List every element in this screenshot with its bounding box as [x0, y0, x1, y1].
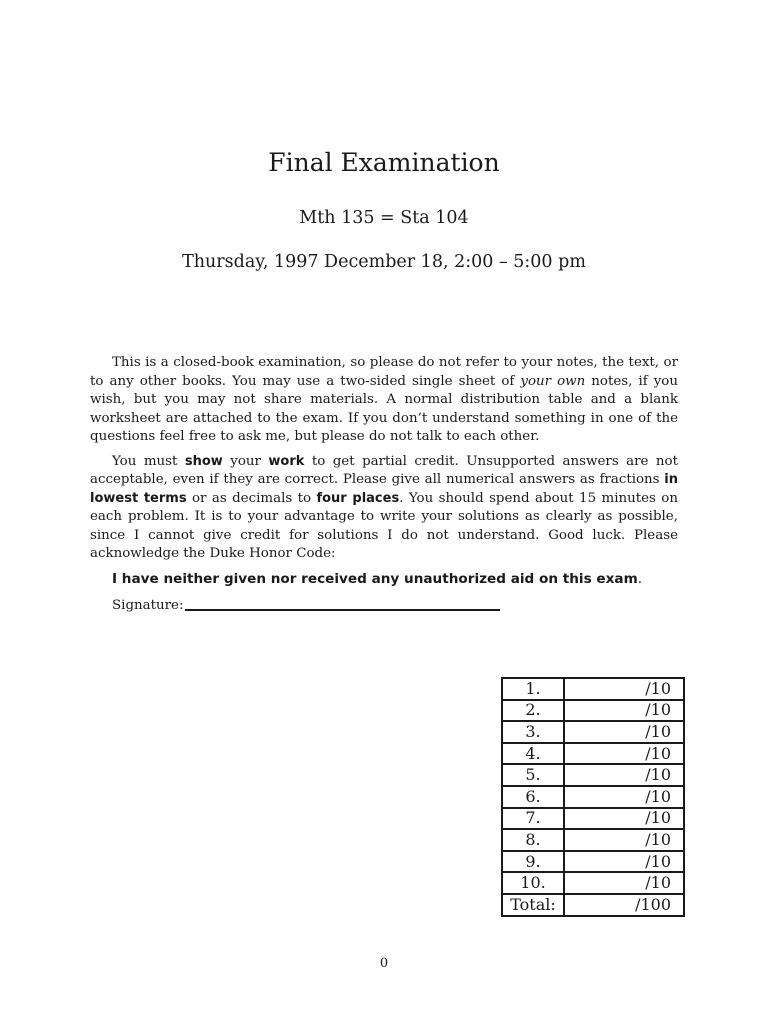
- instructions: [90, 354, 678, 594]
- problem-label: 1.: [502, 678, 564, 700]
- exam-title: Final Examination: [268, 148, 500, 177]
- para2-text-b: your: [222, 453, 269, 469]
- score-row: [502, 678, 684, 700]
- problem-label: 7.: [502, 808, 564, 830]
- score-row: [502, 829, 684, 851]
- problem-points: /10: [564, 700, 684, 722]
- para2-text-d: or as decimals to: [186, 490, 317, 506]
- signature-line[interactable]: [185, 609, 500, 611]
- score-row: [502, 808, 684, 830]
- problem-points: /10: [564, 829, 684, 851]
- score-row: [502, 743, 684, 765]
- course-number: Mth 135 = Sta 104: [299, 208, 469, 228]
- score-row-total: [502, 894, 684, 916]
- para2-text-c: to get partial credit. Unsupported answers are not acceptable, even if they are correct. Please give all numerical answers as fractions: [90, 453, 678, 487]
- para1-text-b: notes, if you wish, but you may not share materials. A normal distribution table and a blank worksheet are attached to the exam. If you don’t understand something in one of the questions feel free to ask me, but please do not talk to each other.: [90, 373, 678, 444]
- para2-text-a: You must: [112, 453, 185, 469]
- problem-points: /10: [564, 808, 684, 830]
- para2-bold-show: show: [184, 453, 223, 469]
- problem-points: /100: [564, 894, 684, 916]
- problem-label: 10.: [502, 872, 564, 894]
- problem-points: /10: [564, 764, 684, 786]
- score-row: [502, 872, 684, 894]
- score-row: [502, 700, 684, 722]
- problem-label: Total:: [502, 894, 564, 916]
- score-row: [502, 721, 684, 743]
- instructions-paragraph-2: [90, 453, 678, 564]
- problem-label: 9.: [502, 851, 564, 873]
- problem-label: 6.: [502, 786, 564, 808]
- problem-points: /10: [564, 743, 684, 765]
- problem-label: 3.: [502, 721, 564, 743]
- para2-text-e: . You should spend about 15 minutes on each problem. It is to your advantage to write your solutions as clearly as possible, since I cannot give credit for solutions I do not understand. Good luck. Please acknowledge the Duke Honor Code:: [90, 490, 678, 561]
- problem-points: /10: [564, 851, 684, 873]
- instructions-paragraph-1: [90, 354, 678, 447]
- para1-text-a: This is a closed-book examination, so please do not refer to your notes, the text, or to any other books. You may use a two-sided single sheet of: [90, 355, 678, 389]
- honor-code-statement: [90, 570, 678, 589]
- score-row: [502, 851, 684, 873]
- para2-bold-work: work: [268, 453, 305, 469]
- problem-points: /10: [564, 678, 684, 700]
- para1-emphasis: your own: [520, 373, 586, 389]
- problem-points: /10: [564, 721, 684, 743]
- score-table-body: [502, 678, 684, 916]
- score-table: [501, 677, 685, 917]
- problem-points: /10: [564, 872, 684, 894]
- problem-label: 4.: [502, 743, 564, 765]
- problem-label: 2.: [502, 700, 564, 722]
- para2-bold-four-places: four places: [316, 490, 400, 506]
- page-number: 0: [379, 956, 389, 971]
- honor-code-text: I have neither given nor received any unauthorized aid on this exam: [112, 570, 638, 587]
- honor-code-period: .: [637, 570, 643, 587]
- score-row: [502, 786, 684, 808]
- score-row: [502, 764, 684, 786]
- para2-bold-lowest-terms: in lowest terms: [90, 472, 678, 506]
- problem-label: 8.: [502, 829, 564, 851]
- signature-label: Signature:: [112, 598, 184, 613]
- problem-label: 5.: [502, 764, 564, 786]
- exam-datetime: Thursday, 1997 December 18, 2:00 – 5:00 pm: [182, 252, 586, 272]
- problem-points: /10: [564, 786, 684, 808]
